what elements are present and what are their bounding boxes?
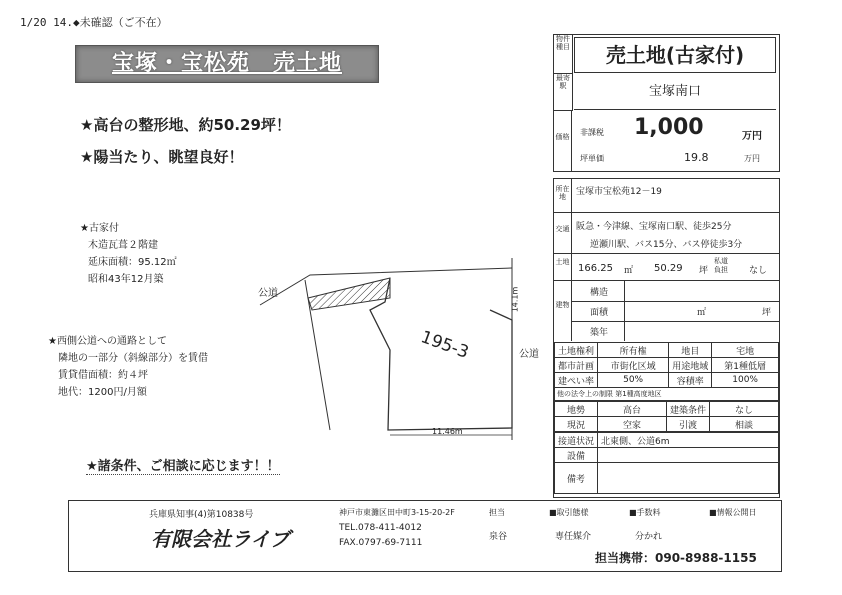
fee-split: 分かれ xyxy=(635,532,663,542)
land-m2: 166.25 xyxy=(578,263,613,274)
nearest-station: 宝塚南口 xyxy=(574,75,776,110)
headline-1: ★高台の整形地、約50.29坪！ xyxy=(80,116,291,134)
note-line-4: 地代：1200円/月額 xyxy=(58,387,147,398)
attribute-row xyxy=(555,343,779,358)
attribute-value: 宅地 xyxy=(712,343,779,358)
land-tsubo: 50.29 xyxy=(654,263,683,274)
facilities-label: 設備 xyxy=(555,448,598,463)
house-structure: 木造瓦葺２階建 xyxy=(88,240,158,251)
attribute-value: 相談 xyxy=(710,417,779,432)
attribute-value: 50% xyxy=(598,373,669,388)
title-banner xyxy=(75,45,379,83)
bld-area-m2-unit: ㎡ xyxy=(697,308,707,318)
land-m2-unit: ㎡ xyxy=(624,266,634,276)
staff-name: 泉谷 xyxy=(489,532,508,542)
road-access-label: 接道状況 xyxy=(555,433,598,448)
attribute-value: 高台 xyxy=(598,402,667,417)
bld-area-tsubo-unit: 坪 xyxy=(762,308,772,318)
tsubo-label: 坪単価 xyxy=(580,154,604,163)
house-title: ★古家付 xyxy=(80,223,119,234)
price-label: 価格 xyxy=(554,111,572,171)
staff-label: 担当 xyxy=(489,508,505,517)
attribute-row xyxy=(555,417,779,432)
attribute-label: 土地権利 xyxy=(555,343,598,358)
attribute-label: 都市計画 xyxy=(555,358,598,373)
price: 1,000 xyxy=(634,115,704,140)
note-line-1: ★西側公道への通路として xyxy=(48,336,167,347)
fax-header: 1/20 14.◆未確認（ご不在） xyxy=(20,16,168,29)
conditions-note: ★諸条件、ご相談に応じます！！ xyxy=(86,455,280,475)
bld-year-label: 築年 xyxy=(589,328,608,338)
attribute-label: 用途地域 xyxy=(669,358,712,373)
price-unit: 万円 xyxy=(742,131,762,142)
company-fax: FAX.0797-69-7111 xyxy=(339,538,423,548)
attribute-label: 地目 xyxy=(669,343,712,358)
lease-note xyxy=(48,333,208,401)
company-tel: TEL.078-411-4012 xyxy=(339,523,422,533)
company-address: 神戸市東灘区田中町3-15-20-2F xyxy=(339,508,455,517)
check-fee: ■手数料 xyxy=(629,508,661,517)
road-access: 北東側、公道6m xyxy=(598,433,779,448)
attribute-value: 100% xyxy=(712,373,779,388)
bld-area-label: 面積 xyxy=(589,308,608,318)
tsubo-price: 19.8 xyxy=(684,151,709,164)
land-tsubo-unit: 坪 xyxy=(699,266,709,276)
broker-type: 専任媒介 xyxy=(555,532,592,542)
address: 宝塚市宝松苑12－19 xyxy=(576,187,662,197)
width-dimension: 11.46m xyxy=(432,427,463,436)
check-release: ■情報公開日 xyxy=(709,508,757,517)
access-line-2: 逆瀬川駅、バス15分、バス停徒歩3分 xyxy=(590,240,743,250)
other-restrictions: 他の法令上の制限 第1種高度地区 xyxy=(554,388,779,401)
access-label: 交通 xyxy=(554,213,572,253)
price-tax: 非課税 xyxy=(580,128,604,137)
road-label-east: 公道 xyxy=(519,349,539,360)
footer-box xyxy=(68,500,782,572)
attribute-row xyxy=(555,373,779,388)
house-info xyxy=(80,220,177,288)
remarks-label: 備考 xyxy=(555,463,598,494)
license-number: 兵庫県知事(4)第10838号 xyxy=(149,510,254,520)
attribute-table xyxy=(554,342,779,494)
station-label: 最寄駅 xyxy=(554,74,573,111)
private-road-label: 私道負担 xyxy=(714,257,728,274)
attribute-label: 建ぺい率 xyxy=(555,373,598,388)
attribute-value: なし xyxy=(710,402,779,417)
note-line-2: 隣地の一部分（斜線部分）を賃借 xyxy=(58,353,208,364)
building-label: 建物 xyxy=(554,281,572,341)
attribute-row xyxy=(555,402,779,417)
bld-structure-label: 構造 xyxy=(589,288,608,298)
lot-map xyxy=(250,250,550,440)
attribute-label: 地勢 xyxy=(555,402,598,417)
note-line-3: 賃貸借面積：約４坪 xyxy=(58,370,148,381)
attribute-value: 第1種低層 xyxy=(712,358,779,373)
house-built: 昭和43年12月築 xyxy=(88,274,164,285)
detail-box xyxy=(553,178,780,498)
tsubo-unit: 万円 xyxy=(744,154,760,163)
type-label: 物件種目 xyxy=(554,35,573,74)
access-line-1: 阪急・今津線、宝塚南口駅、徒歩25分 xyxy=(576,222,732,232)
property-type: 売土地(古家付) xyxy=(574,37,776,73)
attribute-label: 現況 xyxy=(555,417,598,432)
road-label-west: 公道 xyxy=(258,288,278,299)
attribute-value: 空家 xyxy=(598,417,667,432)
attribute-label: 建築条件 xyxy=(667,402,710,417)
summary-box xyxy=(553,34,780,172)
attribute-row xyxy=(555,358,779,373)
private-road: なし xyxy=(749,266,768,276)
house-floor-area: 延床面積：95.12㎡ xyxy=(88,257,177,268)
headline-2: ★陽当たり、眺望良好！ xyxy=(80,148,244,166)
building-grid xyxy=(572,281,779,341)
lot-number: 195-3 xyxy=(418,327,472,363)
check-transaction: ■取引態様 xyxy=(549,508,589,517)
attribute-value: 所有権 xyxy=(598,343,669,358)
banner-title: 宝塚・宝松苑 売土地 xyxy=(111,51,342,76)
attribute-label: 引渡 xyxy=(667,417,710,432)
mobile-number: 担当携帯：090-8988-1155 xyxy=(595,551,757,565)
company-name: 有限会社ライブ xyxy=(151,527,290,551)
attribute-label: 容積率 xyxy=(669,373,712,388)
land-label: 土地 xyxy=(554,254,572,280)
address-label: 所在地 xyxy=(554,179,572,213)
depth-dimension: 14.1m xyxy=(510,286,520,313)
attribute-value: 市街化区域 xyxy=(598,358,669,373)
